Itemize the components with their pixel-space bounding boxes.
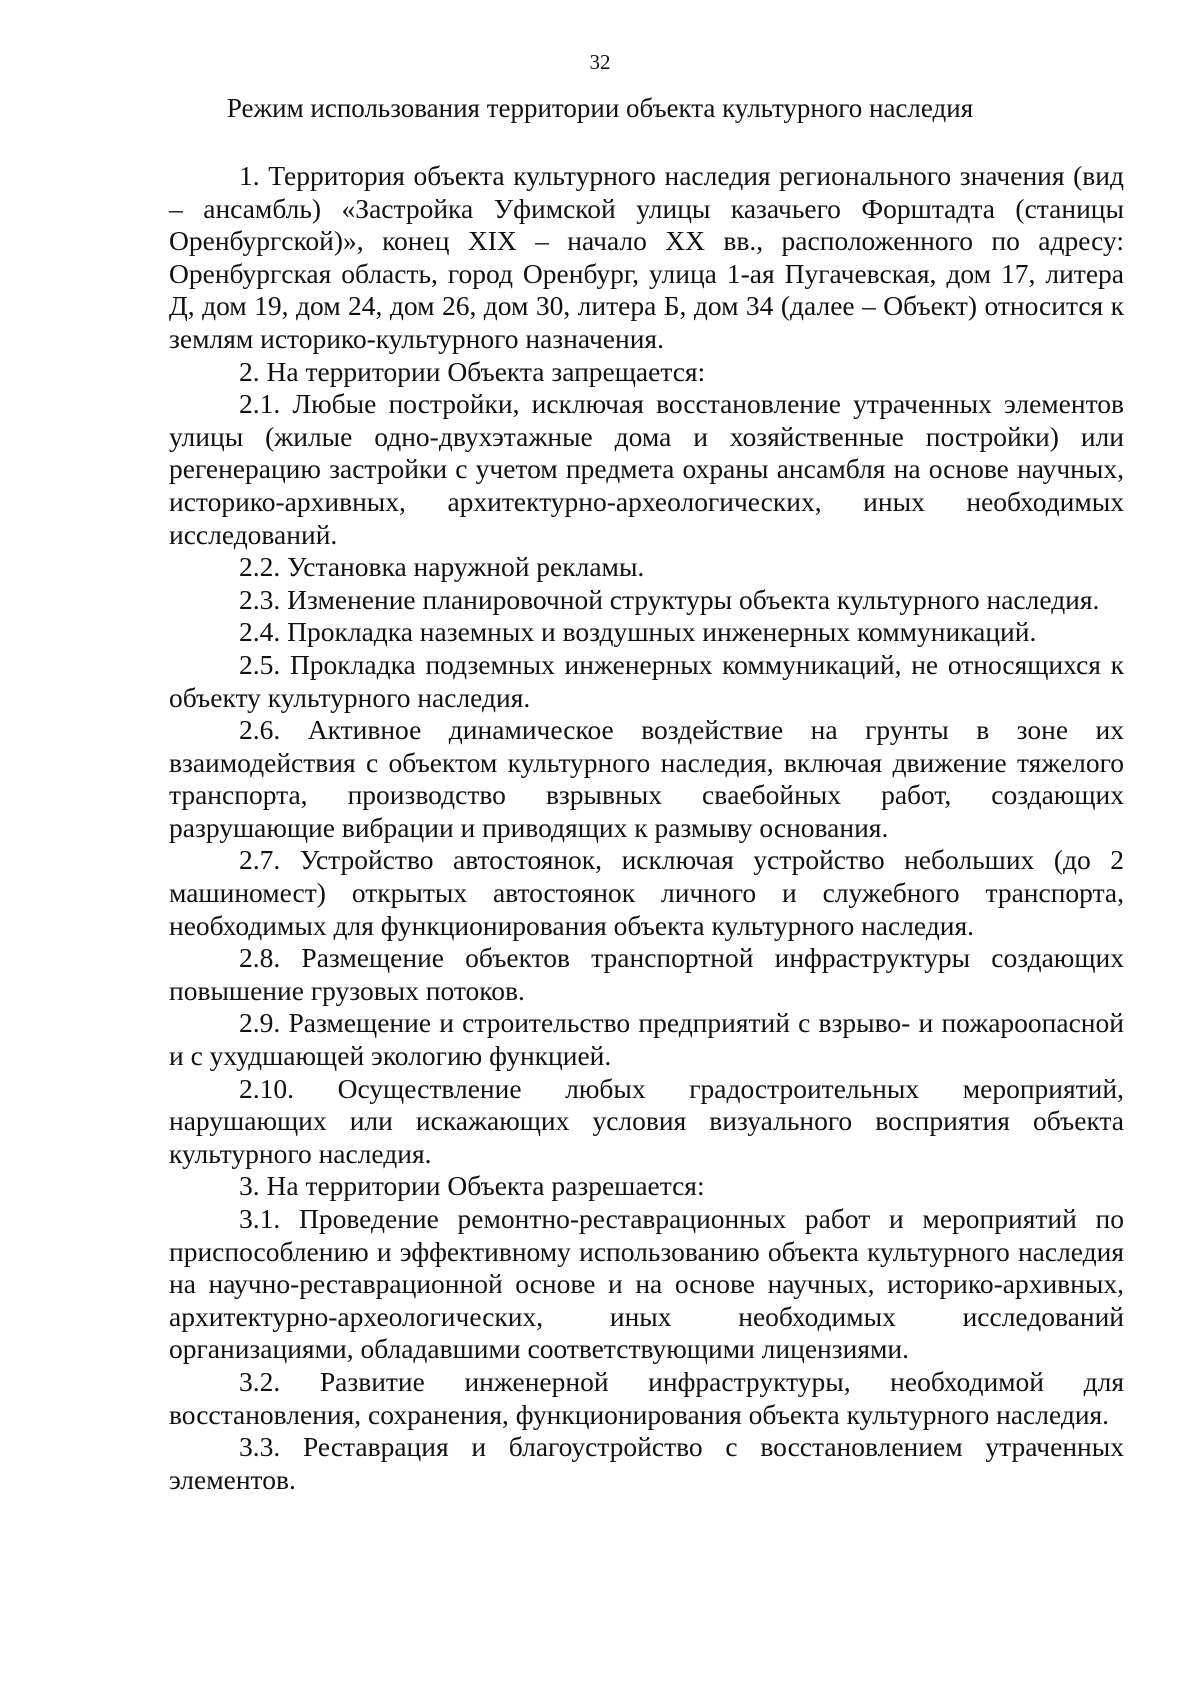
paragraph-2-3: 2.3. Изменение планировочной структуры объекта культурного наследия. — [239, 583, 1100, 615]
paragraph-3: 3. На территории Объекта разрешается: — [239, 1170, 705, 1202]
paragraph-2-8: 2.8. Размещение объектов транспортной инфраструктуры создающих повышение грузовых потоков. — [169, 942, 1124, 1006]
paragraph-2-7: 2.7. Устройство автостоянок, исключая устройство небольших (до 2 машиномест) открытых автостоянок личного и служебного транспорта, необходимых для функционирования объекта культурного наследия. — [169, 844, 1124, 941]
paragraph-2-1: 2.1. Любые постройки, исключая восстановление утраченных элементов улицы (жилые одно-двухэтажные дома и хозяйственные постройки) или регенерацию застройки с учетом предмета охраны ансамбля на основе научных, историко-архивных, архитектурно-археологических, иных необходимых исследований. — [169, 388, 1124, 550]
paragraph-1: 1. Территория объекта культурного наследия регионального значения (вид – ансамбль) «Застройка Уфимской улицы казачьего Форштадта (станицы Оренбургской)», конец XIX – начало XX вв., расположенного по адресу: Оренбургская область, город Оренбург, улица 1-ая Пугачевская, дом 17, литера Д, дом 19, дом 24, дом 26, дом 30, литера Б, дом 34 (далее – Объект) относится к землям историко-культурного назначения. — [169, 160, 1124, 354]
paragraph-3-3: 3.3. Реставрация и благоустройство с восстановлением утраченных элементов. — [169, 1431, 1124, 1495]
paragraph-3-2: 3.2. Развитие инженерной инфраструктуры, необходимой для восстановления, сохранения, функционирования объекта культурного наследия. — [169, 1365, 1124, 1430]
paragraph-3-1: 3.1. Проведение ремонтно-реставрационных работ и мероприятий по приспособлению и эффективному использованию объекта культурного наследия на научно-реставрационной основе и на основе научных, историко-архивных, архитектурно-археологических, иных необходимых исследований организациями, обладавшими соответствующими лицензиями. — [169, 1203, 1124, 1365]
paragraph-2: 2. На территории Объекта запрещается: — [239, 355, 706, 387]
paragraph-2-10: 2.10. Осуществление любых градостроительных мероприятий, нарушающих или искажающих условия визуального восприятия объекта культурного наследия. — [169, 1072, 1124, 1169]
paragraph-2-9: 2.9. Размещение и строительство предприятий с взрыво- и пожароопасной и с ухудшающей экологию функцией. — [169, 1007, 1124, 1072]
paragraph-2-2: 2.2. Установка наружной рекламы. — [239, 551, 645, 583]
paragraph-2-6: 2.6. Активное динамическое воздействие на грунты в зоне их взаимодействия с объектом культурного наследия, включая движение тяжелого транспорта, производство взрывных свaебойных работ, создающих разрушающие вибрации и приводящих к размыву основания. — [169, 714, 1124, 843]
paragraph-2-5: 2.5. Прокладка подземных инженерных коммуникаций, не относящихся к объекту культурного наследия. — [169, 648, 1124, 713]
page-number: 32 — [589, 50, 611, 74]
paragraph-2-4: 2.4. Прокладка наземных и воздушных инженерных коммуникаций. — [239, 616, 1037, 648]
document-body — [169, 160, 1124, 1496]
document-title: Режим использования территории объекта культурного наследия — [226, 93, 974, 123]
